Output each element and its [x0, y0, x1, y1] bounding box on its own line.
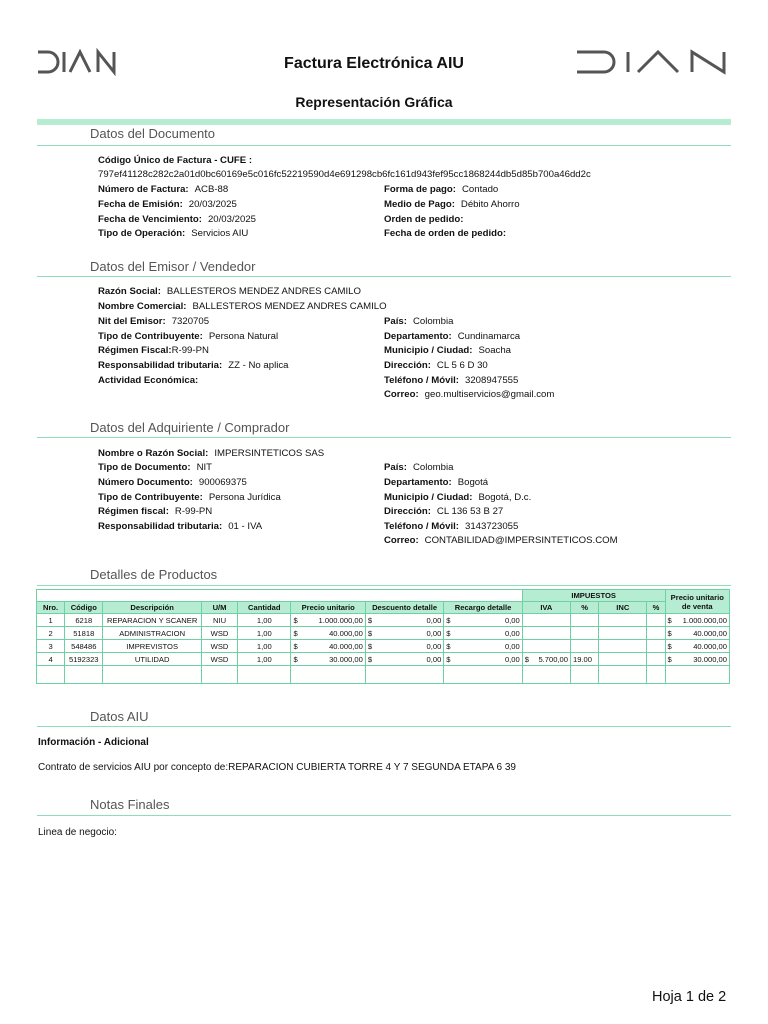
cell-iva — [522, 614, 570, 627]
cell-recargo — [444, 640, 522, 653]
cell-descuento — [365, 614, 443, 627]
cell-cantidad: 1,00 — [238, 627, 291, 640]
currency-symbol: $ — [293, 615, 298, 625]
cufe-label: Código Único de Factura - CUFE : — [98, 155, 253, 166]
section-title-adquiriente: Datos del Adquiriente / Comprador — [90, 420, 290, 435]
numero-factura: Número de Factura: ACB-88 — [98, 184, 229, 195]
amount: 40.000,00 — [693, 641, 727, 651]
cell-iva-pct: 19.00 — [571, 653, 599, 666]
header-iva-pct: % — [571, 602, 599, 614]
cell-descuento — [365, 653, 443, 666]
cell-descripcion: UTILIDAD — [103, 653, 202, 666]
currency-symbol: $ — [524, 654, 529, 664]
emisor-correo: Correo: geo.multiservicios@gmail.com — [384, 389, 555, 400]
document-subtitle: Representación Gráfica — [295, 94, 453, 110]
cell-descripcion: REPARACION Y SCANER — [103, 614, 202, 627]
cell-venta — [665, 614, 729, 627]
header-cantidad: Cantidad — [238, 602, 291, 614]
cell-iva — [522, 627, 570, 640]
cell-cantidad: 1,00 — [238, 653, 291, 666]
currency-symbol: $ — [667, 641, 672, 651]
cell-precio — [291, 627, 365, 640]
section-divider — [37, 726, 731, 727]
cell-descripcion: ADMINISTRACION — [103, 627, 202, 640]
cell-iva-pct — [571, 614, 599, 627]
emisor-regimen: Régimen Fiscal:R-99-PN — [98, 345, 209, 356]
amount: 0,00 — [504, 654, 520, 664]
info-adicional-text: Contrato de servicios AIU por concepto de:REPARACION CUBIERTA TORRE 4 Y 7 SEGUNDA ETAPA 6 39 — [38, 762, 516, 773]
cell-iva-pct — [571, 627, 599, 640]
adq-direccion: Dirección: CL 136 53 B 27 — [384, 506, 504, 517]
amount: 0,00 — [504, 615, 520, 625]
cell-cantidad: 1,00 — [238, 640, 291, 653]
currency-symbol: $ — [667, 615, 672, 625]
cell-nro: 4 — [37, 653, 65, 666]
header-precio-unitario: Precio unitario — [291, 602, 365, 614]
empty-cell — [291, 666, 365, 684]
cell-inc-pct — [647, 640, 665, 653]
cell-um: NIU — [201, 614, 237, 627]
emisor-departamento: Departamento: Cundinamarca — [384, 331, 521, 342]
cell-inc-pct — [647, 627, 665, 640]
cell-nro: 3 — [37, 640, 65, 653]
adq-municipio: Municipio / Ciudad: Bogotá, D.c. — [384, 492, 532, 503]
header-recargo: Recargo detalle — [444, 602, 522, 614]
cell-codigo: 51818 — [65, 627, 103, 640]
empty-cell — [647, 666, 665, 684]
emisor-nombre-comercial: Nombre Comercial: BALLESTEROS MENDEZ ANDRES CAMILO — [98, 301, 387, 312]
section-divider — [37, 145, 731, 146]
currency-symbol: $ — [446, 615, 451, 625]
currency-symbol: $ — [367, 641, 373, 651]
header-um: U/M — [201, 602, 237, 614]
currency-symbol: $ — [367, 628, 373, 638]
amount: 1.000.000,00 — [682, 615, 727, 625]
currency-symbol: $ — [667, 654, 672, 664]
table-spacer-row — [37, 666, 730, 684]
cell-inc — [599, 640, 647, 653]
currency-symbol: $ — [367, 615, 373, 625]
section-title-productos: Detalles de Productos — [90, 567, 218, 582]
amount: 40.000,00 — [329, 641, 363, 651]
emisor-pais: País: Colombia — [384, 316, 454, 327]
currency-symbol: $ — [446, 654, 451, 664]
empty-cell — [365, 666, 443, 684]
table-header-spacer — [37, 590, 523, 602]
tipo-operacion: Tipo de Operación: Servicios AIU — [98, 228, 249, 239]
amount: 5.700,00 — [538, 654, 568, 664]
cell-precio — [291, 614, 365, 627]
section-divider — [37, 815, 731, 816]
cell-descuento — [365, 640, 443, 653]
empty-cell — [201, 666, 237, 684]
fecha-vencimiento: Fecha de Vencimiento: 20/03/2025 — [98, 214, 256, 225]
section-title-documento: Datos del Documento — [90, 126, 216, 141]
section-title-emisor: Datos del Emisor / Vendedor — [90, 259, 256, 274]
emisor-direccion: Dirección: CL 5 6 D 30 — [384, 360, 488, 371]
emisor-razon-social: Razón Social: BALLESTEROS MENDEZ ANDRES CAMILO — [98, 286, 361, 297]
amount: 40.000,00 — [329, 628, 363, 638]
currency-symbol: $ — [667, 628, 672, 638]
currency-symbol: $ — [293, 641, 298, 651]
cell-inc-pct — [647, 614, 665, 627]
orden-pedido: Orden de pedido: — [384, 214, 464, 225]
cell-venta — [665, 627, 729, 640]
adq-tipo-contribuyente: Tipo de Contribuyente: Persona Jurídica — [98, 492, 281, 503]
cell-recargo — [444, 627, 522, 640]
empty-cell — [37, 666, 65, 684]
cell-iva — [522, 653, 570, 666]
cell-nro: 1 — [37, 614, 65, 627]
adq-pais: País: Colombia — [384, 462, 454, 473]
cell-um: WSD — [201, 627, 237, 640]
cell-codigo: 6218 — [65, 614, 103, 627]
cell-descripcion: IMPREVISTOS — [103, 640, 202, 653]
header-impuestos: IMPUESTOS — [522, 590, 665, 602]
adq-telefono: Teléfono / Móvil: 3143723055 — [384, 521, 519, 532]
section-title-notas: Notas Finales — [90, 797, 170, 812]
adq-numero-documento: Número Documento: 900069375 — [98, 477, 247, 488]
empty-cell — [571, 666, 599, 684]
cell-codigo: 548486 — [65, 640, 103, 653]
adq-regimen: Régimen fiscal: R-99-PN — [98, 506, 213, 517]
adq-responsabilidad: Responsabilidad tributaria: 01 - IVA — [98, 521, 263, 532]
amount: 1.000.000,00 — [318, 615, 363, 625]
header-precio-venta: Precio unitario de venta — [665, 590, 729, 614]
linea-negocio: Linea de negocio: — [38, 827, 117, 838]
medio-pago: Medio de Pago: Débito Ahorro — [384, 199, 520, 210]
empty-cell — [65, 666, 103, 684]
amount: 30.000,00 — [329, 654, 363, 664]
cell-inc-pct — [647, 653, 665, 666]
cell-inc — [599, 653, 647, 666]
table-row — [37, 653, 730, 666]
header-inc-pct: % — [647, 602, 665, 614]
amount: 0,00 — [426, 628, 442, 638]
table-row — [37, 627, 730, 640]
empty-cell — [238, 666, 291, 684]
amount: 0,00 — [426, 615, 442, 625]
info-adicional-title: Información - Adicional — [38, 737, 149, 748]
section-bar — [37, 119, 731, 125]
currency-symbol: $ — [293, 654, 298, 664]
cell-nro: 2 — [37, 627, 65, 640]
amount: 0,00 — [426, 654, 442, 664]
currency-symbol: $ — [446, 628, 451, 638]
cell-inc — [599, 627, 647, 640]
document-title: Factura Electrónica AIU — [284, 55, 464, 72]
page-number: Hoja 1 de 2 — [652, 989, 727, 1005]
empty-cell — [444, 666, 522, 684]
fecha-orden-pedido: Fecha de orden de pedido: — [384, 228, 507, 239]
emisor-tipo-contribuyente: Tipo de Contribuyente: Persona Natural — [98, 331, 279, 342]
table-row — [37, 640, 730, 653]
cell-iva-pct — [571, 640, 599, 653]
cell-um: WSD — [201, 640, 237, 653]
section-divider — [37, 437, 731, 438]
adq-nombre: Nombre o Razón Social: IMPERSINTETICOS SAS — [98, 448, 325, 459]
adq-departamento: Departamento: Bogotá — [384, 477, 489, 488]
header-descripcion: Descripción — [103, 602, 202, 614]
emisor-responsabilidad: Responsabilidad tributaria: ZZ - No aplica — [98, 360, 289, 371]
currency-symbol: $ — [446, 641, 451, 651]
emisor-actividad: Actividad Económica: — [98, 375, 199, 386]
cell-precio — [291, 653, 365, 666]
emisor-telefono: Teléfono / Móvil: 3208947555 — [384, 375, 519, 386]
cell-recargo — [444, 653, 522, 666]
amount: 0,00 — [504, 628, 520, 638]
cell-um: WSD — [201, 653, 237, 666]
products-table — [36, 589, 730, 684]
cell-cantidad: 1,00 — [238, 614, 291, 627]
header-descuento: Descuento detalle — [365, 602, 443, 614]
section-divider — [37, 276, 731, 277]
emisor-nit: Nit del Emisor: 7320705 — [98, 316, 210, 327]
currency-symbol: $ — [367, 654, 373, 664]
adq-tipo-documento: Tipo de Documento: NIT — [98, 462, 213, 473]
empty-cell — [665, 666, 729, 684]
empty-cell — [599, 666, 647, 684]
cell-precio — [291, 640, 365, 653]
amount: 30.000,00 — [693, 654, 727, 664]
amount: 40.000,00 — [693, 628, 727, 638]
table-row — [37, 614, 730, 627]
amount: 0,00 — [426, 641, 442, 651]
cell-recargo — [444, 614, 522, 627]
fecha-emision: Fecha de Emisión: 20/03/2025 — [98, 199, 237, 210]
currency-symbol: $ — [293, 628, 298, 638]
cell-venta — [665, 640, 729, 653]
forma-pago: Forma de pago: Contado — [384, 184, 499, 195]
header-codigo: Código — [65, 602, 103, 614]
adq-correo: Correo: CONTABILIDAD@IMPERSINTETICOS.COM — [384, 535, 618, 546]
header-inc: INC — [599, 602, 647, 614]
cell-codigo: 5192323 — [65, 653, 103, 666]
cufe-value: 797ef41128c282c2a01d0bc60169e5c016fc52219590d4e691298cb6fc161d943fef95cc1868244db5d85b700a46dd2c — [98, 169, 591, 180]
section-divider — [37, 585, 731, 586]
cell-descuento — [365, 627, 443, 640]
empty-cell — [103, 666, 202, 684]
header-iva: IVA — [522, 602, 570, 614]
header-nro: Nro. — [37, 602, 65, 614]
cell-venta — [665, 653, 729, 666]
cell-inc — [599, 614, 647, 627]
amount: 0,00 — [504, 641, 520, 651]
empty-cell — [522, 666, 570, 684]
cell-iva — [522, 640, 570, 653]
section-title-aiu: Datos AIU — [90, 709, 149, 724]
emisor-municipio: Municipio / Ciudad: Soacha — [384, 345, 512, 356]
